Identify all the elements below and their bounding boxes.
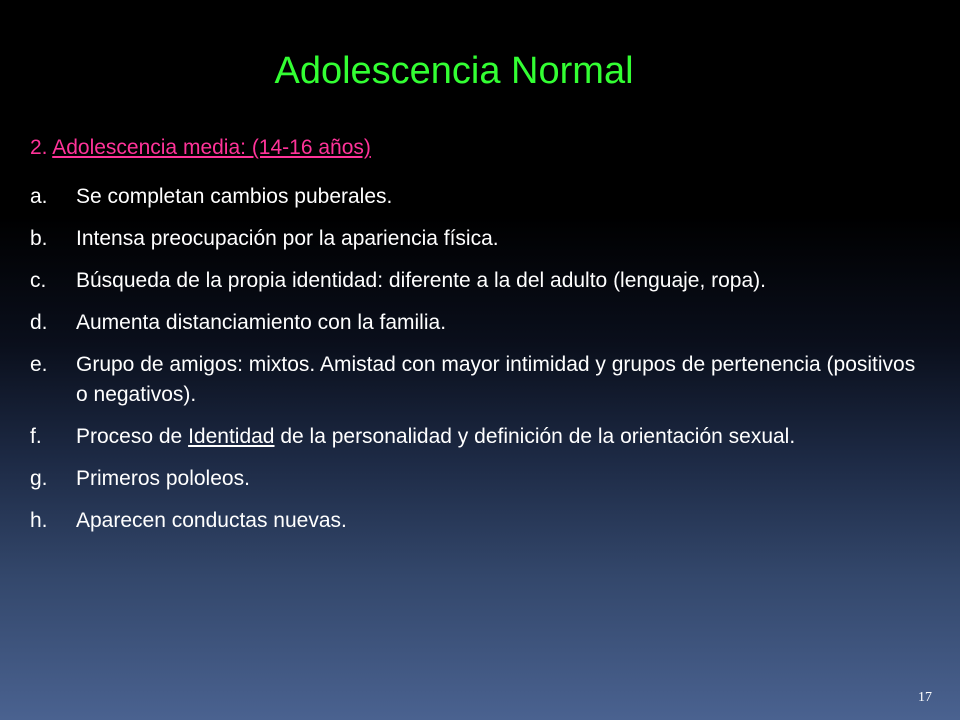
list-marker: c. bbox=[30, 269, 47, 292]
list-item-text: Se completan cambios puberales. bbox=[76, 185, 393, 208]
list-item-b bbox=[30, 224, 920, 254]
list-item-f bbox=[30, 422, 920, 452]
subtitle-text: Adolescencia media: (14-16 años) bbox=[52, 136, 371, 159]
list-item-text: Aparecen conductas nuevas. bbox=[76, 509, 347, 532]
subtitle-prefix: 2. bbox=[30, 136, 53, 159]
list-item-e bbox=[30, 350, 920, 410]
list-marker: a. bbox=[30, 185, 48, 208]
list-marker: f. bbox=[30, 425, 42, 448]
list-item-text: Intensa preocupación por la apariencia física. bbox=[76, 227, 499, 250]
list-item-text: Aumenta distanciamiento con la familia. bbox=[76, 311, 447, 334]
list-marker: e. bbox=[30, 353, 48, 376]
list-item-text bbox=[76, 422, 920, 452]
characteristics-list bbox=[30, 182, 920, 548]
list-item-text: Grupo de amigos: mixtos. Amistad con mayor intimidad y grupos de pertenencia (positivos o negativos). bbox=[76, 353, 916, 406]
list-marker: d. bbox=[30, 311, 48, 334]
list-item-h bbox=[30, 506, 920, 536]
list-item-text: Primeros pololeos. bbox=[76, 467, 250, 490]
text-after: de la personalidad y definición de la orientación sexual. bbox=[274, 425, 796, 448]
list-marker: b. bbox=[30, 227, 48, 250]
page-number: 17 bbox=[918, 690, 932, 705]
underlined-term: Identidad bbox=[188, 425, 275, 448]
list-item-a bbox=[30, 182, 920, 212]
text-before: Proceso de bbox=[76, 425, 189, 448]
list-marker: h. bbox=[30, 509, 48, 532]
section-subtitle bbox=[30, 136, 371, 160]
list-item-d bbox=[30, 308, 920, 338]
list-marker: g. bbox=[30, 467, 48, 490]
list-item-text: Búsqueda de la propia identidad: diferente a la del adulto (lenguaje, ropa). bbox=[76, 269, 766, 292]
list-item-g bbox=[30, 464, 920, 494]
list-item-c bbox=[30, 266, 920, 296]
slide-title: Adolescencia Normal bbox=[274, 50, 634, 92]
